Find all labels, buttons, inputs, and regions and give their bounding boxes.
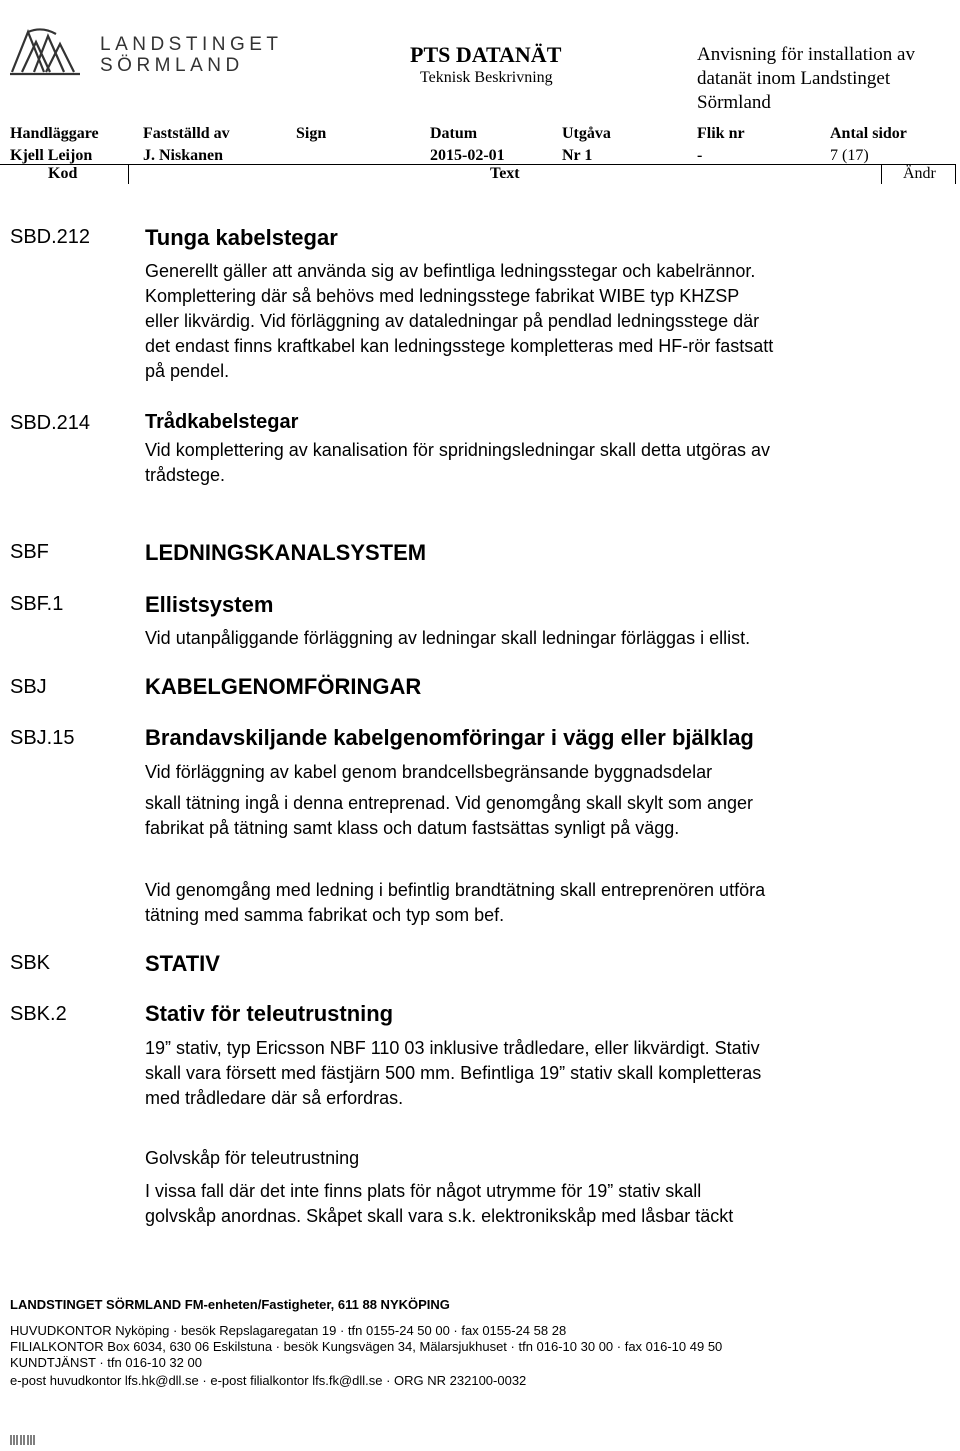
barcode-mark-icon xyxy=(10,1434,36,1446)
section-heading-sbk2: Stativ för teleutrustning xyxy=(145,1001,394,1026)
document-header xyxy=(0,0,960,183)
section-body-sbj15: Vid förläggning av kabel genom brandcellsbegränsande byggnadsdelar skall tätning ingå i denna entreprenad. Vid genomgång skall skylt som anger fabrikat på tätning samt klass och datum fastsättas synligt på vägg. xyxy=(145,762,754,838)
section-body-sbf1: Vid utanpåliggande förläggning av ledningar skall ledningar förläggas i ellist. xyxy=(145,628,751,648)
right-divider xyxy=(955,164,956,184)
landstinget-logo-icon xyxy=(8,22,84,78)
section-heading-sbf1: Ellistsystem xyxy=(145,592,274,617)
org-name-line1: LANDSTINGET xyxy=(100,34,283,55)
section-heading-sbj15: Brandavskiljande kabelgenomföringar i vägg eller bjälklag xyxy=(145,725,754,750)
section-code-sbj15: SBJ.15 xyxy=(10,727,75,749)
section-heading-sbd214: Trådkabelstegar xyxy=(145,411,299,433)
footer-line-huvudkontor: HUVUDKONTOR Nyköping · besök Repslagaregatan 19 · tfn 0155-24 50 00 · fax 0155-24 58 28 xyxy=(10,1323,567,1338)
andr-divider xyxy=(881,164,882,184)
section-body-sbd214: Vid komplettering av kanalisation för spridningsledningar skall detta utgöras av trådstege. xyxy=(145,440,771,485)
field-antal-sidor: Antal sidor 7 (17) xyxy=(830,125,907,164)
document-subtitle: Teknisk Beskrivning xyxy=(420,69,553,86)
field-utgava: Utgåva Nr 1 xyxy=(562,125,611,164)
section-code-sbd212: SBD.212 xyxy=(10,226,91,248)
section-code-sbd214: SBD.214 xyxy=(10,412,91,434)
org-name xyxy=(100,34,283,76)
section-code-sbf: SBF xyxy=(10,541,49,563)
andr-label: Ändr xyxy=(903,165,936,182)
field-handlaggare: Handläggare Kjell Leijon xyxy=(10,125,99,164)
section-heading-sbf: LEDNINGSKANALSYSTEM xyxy=(145,540,427,565)
field-datum: Datum 2015-02-01 xyxy=(430,125,505,164)
section-code-sbk: SBK xyxy=(10,952,51,974)
kod-label: Kod xyxy=(48,165,78,182)
footer-line-filialkontor: FILIALKONTOR Box 6034, 630 06 Eskilstuna · besök Kungsvägen 34, Mälarsjukhuset · tfn 016-10 30 00 · fax 016-10 49 50 xyxy=(10,1339,723,1354)
section-heading-sbk: STATIV xyxy=(145,951,220,976)
text-label: Text xyxy=(490,165,520,182)
field-faststalld-av: Fastställd av J. Niskanen xyxy=(143,125,230,164)
document-description: Anvisning för installation av datanät inom Landstinget Sörmland xyxy=(697,44,915,113)
org-name-line2: SÖRMLAND xyxy=(100,55,244,76)
section-subheading-sbk2: Golvskåp för teleutrustning xyxy=(145,1148,360,1168)
section-heading-sbj: KABELGENOMFÖRINGAR xyxy=(145,674,422,699)
footer-org-line: LANDSTINGET SÖRMLAND FM-enheten/Fastigheter, 611 88 NYKÖPING xyxy=(10,1297,450,1312)
section-body-sbd212: Generellt gäller att använda sig av befintliga ledningsstegar och kabelrännor. Komplettering där så behövs med ledningsstege fabrikat WIBE typ KHZSP eller likvärdig. Vid förläggning av dataledningar på pendlad ledningsstege där det endast finns kraftkabel kan ledningsstege kompletteras med HF-rör fastsatt på pendel. xyxy=(145,261,774,381)
section-heading-sbd212: Tunga kabelstegar xyxy=(145,225,338,250)
section-body-sbj15-extra: Vid genomgång med ledning i befintlig brandtätning skall entreprenören utföra tätning med samma fabrikat och typ som bef. xyxy=(145,880,766,925)
footer-line-kundtjanst: KUNDTJÄNST · tfn 016-10 32 00 xyxy=(10,1355,202,1370)
section-code-sbj: SBJ xyxy=(10,676,47,698)
footer-line-epost: e-post huvudkontor lfs.hk@dll.se · e-post filialkontor lfs.fk@dll.se · ORG NR 232100-0032 xyxy=(10,1373,527,1388)
section-body-sbk2: 19” stativ, typ Ericsson NBF 110 03 inklusive trådledare, eller likvärdigt. Stativ skall vara försett med fästjärn 500 mm. Befintliga 19” stativ skall kompletteras med trådledare där så erfordras. xyxy=(145,1038,762,1108)
section-code-sbk2: SBK.2 xyxy=(10,1003,67,1025)
section-code-sbf1: SBF.1 xyxy=(10,593,64,615)
section-body-sbk2-extra: I vissa fall där det inte finns plats för något utrymme för 19” stativ skall golvskåp anordnas. Skåpet skall vara s.k. elektronikskåp med låsbar täckt xyxy=(145,1181,734,1226)
document-title: PTS DATANÄT xyxy=(410,42,562,67)
field-flik-nr: Flik nr - xyxy=(697,125,745,164)
kod-divider xyxy=(128,164,129,184)
field-sign: Sign xyxy=(296,125,327,142)
kod-text-row xyxy=(0,164,956,184)
